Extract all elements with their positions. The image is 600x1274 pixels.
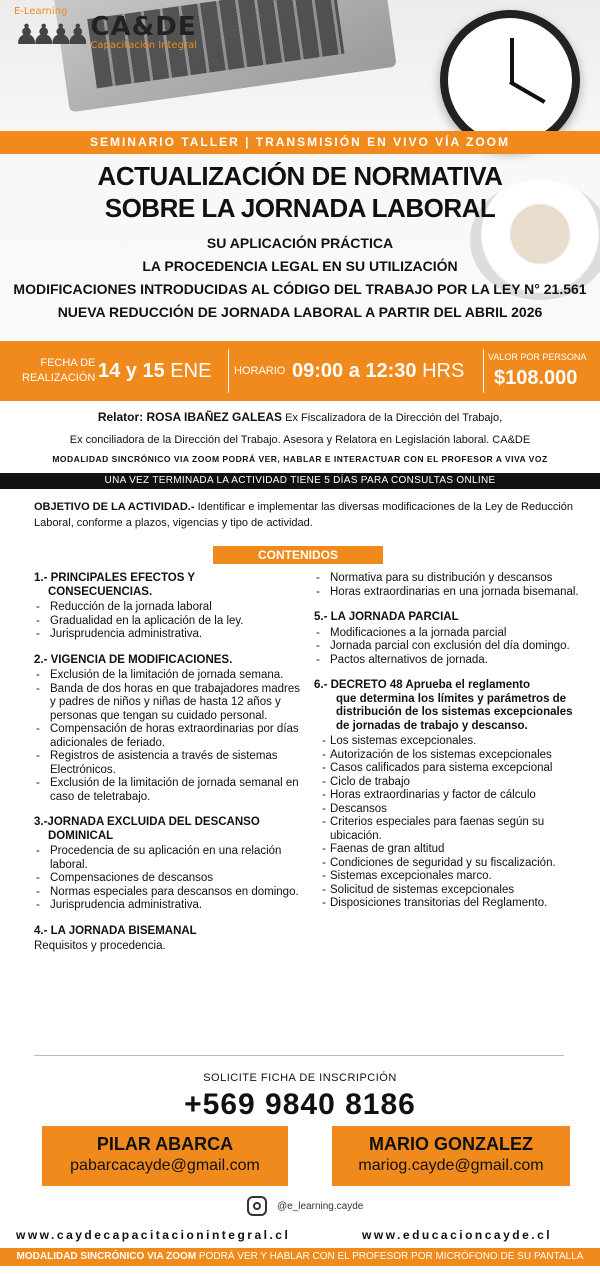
date-label-1: FECHA DE <box>40 357 96 369</box>
logo-elearning: E-Learning <box>14 6 68 17</box>
section-title-3b: DOMINICAL <box>48 829 114 842</box>
section-title-1a: 1.- PRINCIPALES EFECTOS Y <box>34 572 196 584</box>
list-item: - Faenas de gran altitud <box>314 843 580 857</box>
registration-label: SOLICITE FICHA DE INSCRIPCIÓN <box>203 1072 397 1084</box>
contact-name: MARIO GONZALEZ <box>369 1134 533 1154</box>
price-label: VALOR POR PERSONA <box>488 352 587 362</box>
bottom-banner <box>0 1248 600 1266</box>
list-item: - Jurisprudencia administrativa. <box>34 628 302 642</box>
section-title-3a: 3.-JORNADA EXCLUIDA DEL DESCANSO <box>34 816 260 828</box>
section-title <box>314 679 580 733</box>
list-item: - Reducción de la jornada laboral <box>34 601 302 615</box>
schedule-time: 09:00 a 12:30 <box>292 359 417 382</box>
subtitle: LA PROCEDENCIA LEGAL EN SU UTILIZACIÓN <box>142 258 458 274</box>
bottom-banner-bold: MODALIDAD SINCRÓNICO VIA ZOOM <box>16 1251 197 1262</box>
alarm-clock-image <box>440 10 580 150</box>
section-title: 4.- LA JORNADA BISEMANAL <box>34 924 197 937</box>
section-6-list <box>314 735 580 911</box>
contact-email[interactable]: mariog.cayde@gmail.com <box>358 1157 544 1174</box>
section-3-list <box>34 845 302 913</box>
logo-subtitle: Capacitación Integral <box>90 40 197 51</box>
speaker-info <box>0 406 600 451</box>
subtitle: NUEVA REDUCCIÓN DE JORNADA LABORAL A PARTIR DEL ABRIL 2026 <box>57 304 543 320</box>
list-item: - Casos calificados para sistema excepcional <box>314 762 580 776</box>
list-item: - Exclusión de la limitación de jornada semana. <box>34 669 302 683</box>
objective-label: OBJETIVO DE LA ACTIVIDAD.- <box>34 501 195 513</box>
title-line-1: ACTUALIZACIÓN DE NORMATIVA <box>97 161 503 191</box>
list-item: - Condiciones de seguridad y su fiscalización. <box>314 857 580 871</box>
divider <box>34 1055 564 1056</box>
section-title-6a: 6.- DECRETO 48 Aprueba el reglamento <box>314 679 531 691</box>
subtitle: MODIFICACIONES INTRODUCIDAS AL CÓDIGO DEL TRABAJO POR LA LEY N° 21.561 <box>13 281 587 297</box>
section-5-list <box>314 627 580 668</box>
list-item: - Normativa para su distribución y descansos <box>314 572 580 586</box>
schedule-value <box>292 341 464 401</box>
website-link-1[interactable]: www.caydecapacitacionintegral.cl <box>16 1228 291 1242</box>
list-item: - Registros de asistencia a través de sistemas Electrónicos. <box>34 750 302 777</box>
list-item: - Horas extraordinarias en una jornada bisemanal. <box>314 586 580 600</box>
price-value: $108.000 <box>494 367 578 389</box>
list-item: - Normas especiales para descansos en domingo. <box>34 886 302 900</box>
list-item: - Criterios especiales para faenas según su ubicación. <box>314 816 580 843</box>
speaker-name: Relator: ROSA IBAÑEZ GALEAS <box>97 410 283 424</box>
page-title <box>0 160 600 224</box>
speaker-desc-1: Ex Fiscalizadora de la Dirección del Trabajo, <box>282 412 503 424</box>
people-logo-icon: ♟♟♟♟ <box>14 19 83 50</box>
instagram-icon <box>247 1196 267 1216</box>
list-item: - Banda de dos horas en que trabajadores madres y padres de niños y niñas de hasta 12 años y personas que tengan su cuidado personal. <box>34 683 302 724</box>
logo <box>14 6 197 51</box>
section-title <box>34 816 302 843</box>
phone-number[interactable]: +569 9840 8186 <box>184 1088 416 1121</box>
contact-email[interactable]: pabarcacayde@gmail.com <box>70 1157 260 1174</box>
modality-note: MODALIDAD SINCRÓNICO VIA ZOOM PODRÁ VER, HABLAR E INTERACTUAR CON EL PROFESOR A VIVA VOZ <box>52 454 548 464</box>
section-4-text: Requisitos y procedencia. <box>34 940 166 952</box>
list-item: - Modificaciones a la jornada parcial <box>314 627 580 641</box>
list-item: - Autorización de los sistemas excepcionales <box>314 749 580 763</box>
list-item: - Jurisprudencia administrativa. <box>34 899 302 913</box>
seminar-banner: SEMINARIO TALLER | TRANSMISIÓN EN VIVO VÍA ZOOM <box>0 131 600 154</box>
divider <box>228 349 229 393</box>
section-title-1b: CONSECUENCIAS. <box>48 585 153 598</box>
list-item: - Pactos alternativos de jornada. <box>314 654 580 668</box>
list-item: - Horas extraordinarias y factor de cálculo <box>314 789 580 803</box>
section-2-list <box>34 669 302 804</box>
date-value <box>98 341 211 401</box>
info-band <box>0 341 600 401</box>
list-item: - Exclusión de la limitación de jornada semanal en caso de teletrabajo. <box>34 777 302 804</box>
schedule-unit: HRS <box>416 359 465 382</box>
section-title <box>34 572 302 599</box>
divider <box>483 349 484 393</box>
list-item: - Gradualidad en la aplicación de la ley. <box>34 615 302 629</box>
subtitle: SU APLICACIÓN PRÁCTICA <box>206 235 394 251</box>
section-title: 5.- LA JORNADA PARCIAL <box>314 611 459 623</box>
date-days: 14 y 15 <box>98 359 165 382</box>
bottom-banner-text: PODRÁ VER Y HABLAR CON EL PROFESOR POR MICRÓFONO DE SU PANTALLA <box>196 1251 584 1262</box>
list-item: - Sistemas excepcionales marco. <box>314 870 580 884</box>
date-label-2: REALIZACIÓN <box>22 372 96 384</box>
section-title-6b: que determina los límites y parámetros de distribución de los sistemas excepcionales de jornadas de trabajo y descanso. <box>336 692 573 732</box>
logo-brand: CA&DE <box>90 12 197 42</box>
objective-text: Identificar e implementar las diversas modificaciones de la Ley de Reducción Laboral, conforme a plazos, vigencias y tipo de actividad. <box>34 501 573 529</box>
date-label <box>22 341 96 401</box>
bisemanal-list <box>314 572 580 599</box>
list-item: - Compensación de horas extraordinarias por días adicionales de feriado. <box>34 723 302 750</box>
section-1-list <box>34 601 302 642</box>
section-title: 2.- VIGENCIA DE MODIFICACIONES. <box>34 653 233 666</box>
subtitles <box>0 232 600 324</box>
contents-right-column <box>314 572 580 911</box>
objective <box>34 499 574 531</box>
list-item: - Procedencia de su aplicación en una relación laboral. <box>34 845 302 872</box>
schedule-label: HORARIO <box>234 365 286 377</box>
contact-name: PILAR ABARCA <box>96 1134 234 1154</box>
list-item: - Solicitud de sistemas excepcionales <box>314 884 580 898</box>
speaker-desc-2: Ex conciliadora de la Dirección del Trabajo. Asesora y Relatora en Legislación laboral. CA&DE <box>69 434 531 446</box>
contact-card-mario <box>332 1126 570 1186</box>
instagram-handle: @e_learning.cayde <box>277 1200 364 1212</box>
title-line-2: SOBRE LA JORNADA LABORAL <box>104 193 496 223</box>
list-item: - Descansos <box>314 803 580 817</box>
contact-card-pilar <box>42 1126 288 1186</box>
list-item: - Los sistemas excepcionales. <box>314 735 580 749</box>
list-item: - Jornada parcial con exclusión del día domingo. <box>314 640 580 654</box>
list-item: - Disposiciones transitorias del Reglamento. <box>314 897 580 911</box>
date-month: ENE <box>164 359 212 382</box>
instagram-link[interactable] <box>247 1196 363 1216</box>
contents-left-column <box>34 572 302 954</box>
list-item: - Ciclo de trabajo <box>314 776 580 790</box>
list-item: - Compensaciones de descansos <box>34 872 302 886</box>
website-link-2[interactable]: www.educacioncayde.cl <box>362 1228 553 1242</box>
contents-heading: CONTENIDOS <box>213 546 383 564</box>
consultation-banner: UNA VEZ TERMINADA LA ACTIVIDAD TIENE 5 DÍAS PARA CONSULTAS ONLINE <box>0 473 600 489</box>
